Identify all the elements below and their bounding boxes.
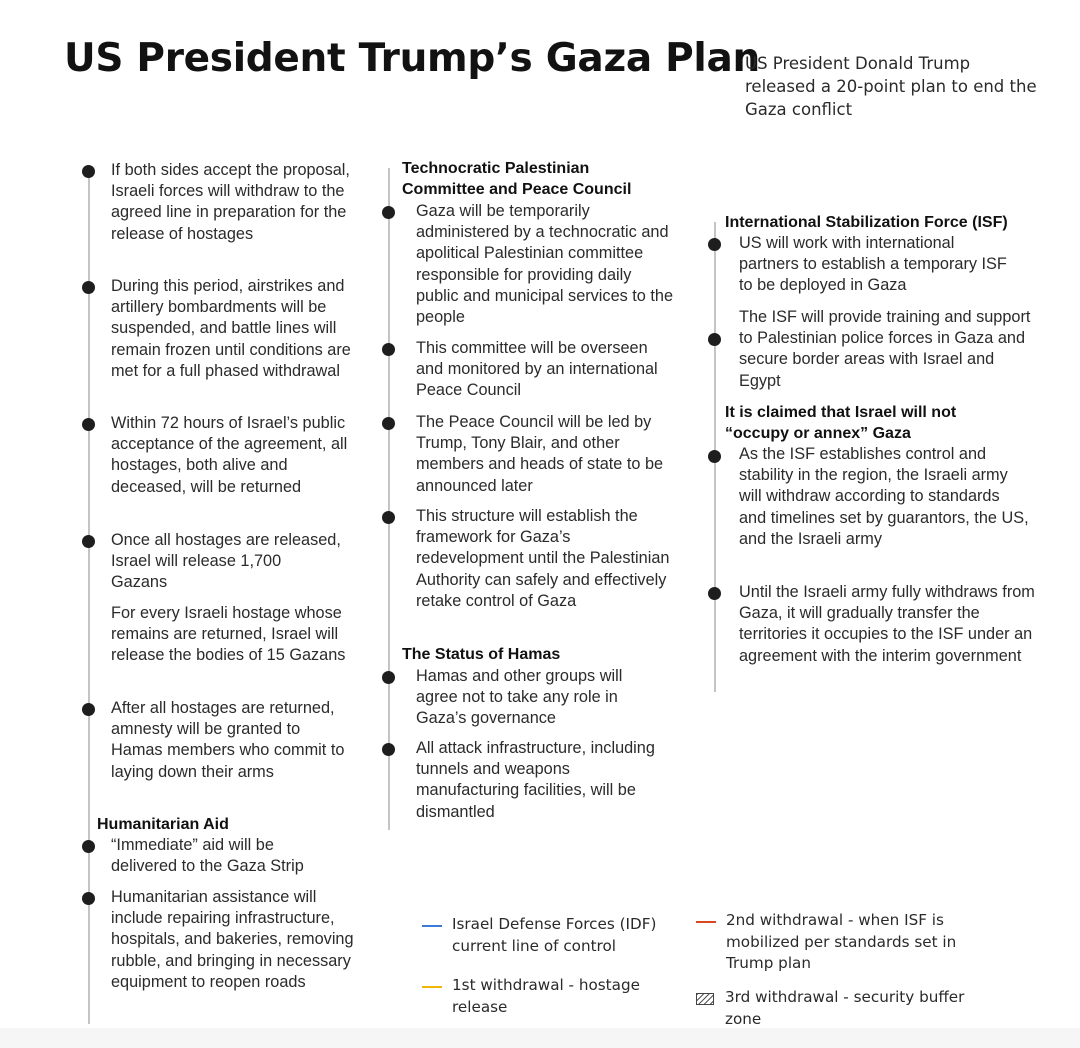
bottom-band [0,1028,1080,1048]
legend-first-withdrawal [422,975,662,1018]
legend-idf-swatch [422,925,442,927]
legend-idf-label: Israel Defense Forces (IDF) current line of control [452,915,657,955]
page-subtitle: US President Donald Trump released a 20-point plan to end the Gaza conflict [745,54,1037,119]
bullet-text: After all hostages are returned, amnesty will be granted to Hamas members who commit to laying down their arms [111,699,345,781]
legend-third-withdrawal [696,987,966,1030]
bullet-text: Hamas and other groups will agree not to take any role in Gaza’s governance [416,667,623,728]
legend-second-swatch [696,921,716,923]
page-title: US President Trump’s Gaza Plan [64,36,760,81]
bullet-text: This committee will be overseen and monitored by an international Peace Council [416,339,658,400]
bullet-text: Within 72 hours of Israel’s public acceptance of the agreement, all hostages, both alive and deceased, will be returned [111,414,348,496]
bullet-text: If both sides accept the proposal, Israeli forces will withdraw to the agreed line in preparation for the release of hostages [111,161,350,243]
bullet-text: The ISF will provide training and support to Palestinian police forces in Gaza and secure border areas with Israel and Egypt [739,308,1031,390]
bullet-dot [708,238,721,251]
bullet-text: Once all hostages are released, Israel will release 1,700 Gazans [111,531,341,592]
legend-first-swatch [422,986,442,988]
bullet-text: Gaza will be temporarily administered by a technocratic and apolitical Palestinian committee responsible for providing daily public and municipal services to the people [416,202,674,327]
bullet-dot [708,333,721,346]
legend-second-withdrawal [696,910,966,975]
legend-third-label: 3rd withdrawal - security buffer zone [725,988,965,1028]
bullet-text: “Immediate” aid will be delivered to the Gaza Strip [111,836,304,876]
bullet-text: US will work with international partners to establish a temporary ISF to be deployed in Gaza [739,234,1007,295]
bullet-text: Humanitarian assistance will include repairing infrastructure, hospitals, and bakeries, removing rubble, and bringing in necessary equipment to reopen roads [111,888,354,991]
section-heading-status-of-hamas: The Status of Hamas [402,646,561,663]
bullet-text: All attack infrastructure, including tunnels and weapons manufacturing facilities, will be dismantled [416,739,655,821]
section-heading-isf: International Stabilization Force (ISF) [725,214,1008,231]
bullet-text: As the ISF establishes control and stability in the region, the Israeli army will withdraw according to standards and timelines set by guarantors, the US, and the Israeli army [739,445,1029,548]
bullet-text: During this period, airstrikes and artillery bombardments will be suspended, and battle lines will remain frozen until conditions are met for a full phased withdrawal [111,277,351,380]
bullet-dot [708,587,721,600]
section-heading-technocratic-committee: Technocratic Palestinian Committee and Peace Council [402,160,632,198]
legend-first-label: 1st withdrawal - hostage release [452,976,640,1016]
bullet-text: Until the Israeli army fully withdraws from Gaza, it will gradually transfer the territories it occupies to the ISF under an agreement with the interim government [739,583,1035,665]
legend-idf [422,914,662,957]
section-heading-humanitarian-aid: Humanitarian Aid [97,816,229,833]
bullet-dot [708,450,721,463]
bullet-text: This structure will establish the framework for Gaza’s redevelopment until the Palestinian Authority can safely and effectively retake control of Gaza [416,507,670,610]
section-heading-not-occupy: It is claimed that Israel will not “occupy or annex” Gaza [725,404,957,442]
bullet-text: The Peace Council will be led by Trump, Tony Blair, and other members and heads of state to be announced later [416,413,664,495]
bullet-text: For every Israeli hostage whose remains are returned, Israel will release the bodies of 15 Gazans [111,604,346,665]
hatch-icon [696,993,714,1005]
legend-second-label: 2nd withdrawal - when ISF is mobilized per standards set in Trump plan [726,911,957,972]
